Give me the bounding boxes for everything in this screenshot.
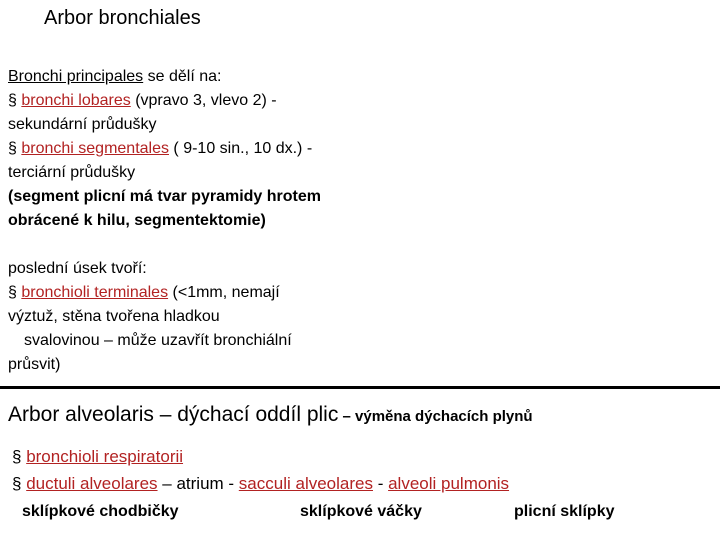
terciarni-line: terciární průdušky [8,164,136,181]
label-plicni-sklipky: plicní sklípky [514,503,615,520]
sekundarni-line: sekundární průdušky [8,116,157,133]
alveolaris-heading [8,403,533,427]
atrium-text: – atrium - [157,474,239,493]
bronchi-principales-line [8,65,321,89]
bronchioli-terminales-term: bronchioli terminales [21,284,169,301]
label-sklipkove-vacky: sklípkové váčky [300,503,422,520]
bullet-icon: § [12,447,27,466]
bronchi-segmentales-term: bronchi segmentales [21,140,169,157]
segment-note-line2 [8,209,321,233]
label-sklipkove-chodbicky: sklípkové chodbičky [22,503,179,520]
alveolaris-heading-small: – výměna dýchacích plynů [338,408,533,425]
terminal-line3: svalovinou – může uzavřít bronchiální [24,332,292,349]
bullet-icon: § [8,284,22,301]
bronchi-principales-rest: se dělí na: [143,68,222,85]
section-divider [0,386,720,389]
bullet-icon: § [12,474,27,493]
bronchioli-terminales-rest: (<1mm, nemají [168,284,280,301]
bronchi-principales-term: Bronchi principales [8,68,144,85]
segment-note-bold: obrácené k hilu, [8,212,130,229]
alveolaris-list [12,443,509,497]
sacculi-alveolares-term: sacculi alveolares [238,474,373,493]
bronchi-segmentales-line [8,137,321,161]
bronchi-lobares-term: bronchi lobares [21,92,131,109]
bullet-icon: § [8,92,22,109]
bullet-icon: § [8,140,22,157]
terminal-line2: výztuž, stěna tvořena hladkou [8,308,220,325]
alveoli-pulmonis-term: alveoli pulmonis [388,474,510,493]
bronchioli-respiratorii-line [12,443,509,470]
segment-note-line1: (segment plicní má tvar pyramidy hrotem [8,188,321,205]
separator-text: - [372,474,389,493]
bronchi-lobares-line [8,89,321,113]
bronchioli-terminales-line [8,281,292,305]
bronchi-section [8,65,321,233]
terminal-section [8,257,292,377]
segment-note-rest: segmentektomie) [129,212,266,229]
bronchi-lobares-rest: (vpravo 3, vlevo 2) - [130,92,277,109]
bronchi-segmentales-rest: ( 9-10 sin., 10 dx.) - [168,140,313,157]
page-title: Arbor bronchiales [44,7,201,29]
ductuli-alveolares-term: ductuli alveolares [26,474,158,493]
ductuli-line [12,470,509,497]
terminal-intro: poslední úsek tvoří: [8,260,147,277]
bronchioli-respiratorii-term: bronchioli respiratorii [26,447,184,466]
alveolaris-heading-main: Arbor alveolaris – dýchací oddíl plic [8,403,339,426]
terminal-line4: průsvit) [8,356,61,373]
